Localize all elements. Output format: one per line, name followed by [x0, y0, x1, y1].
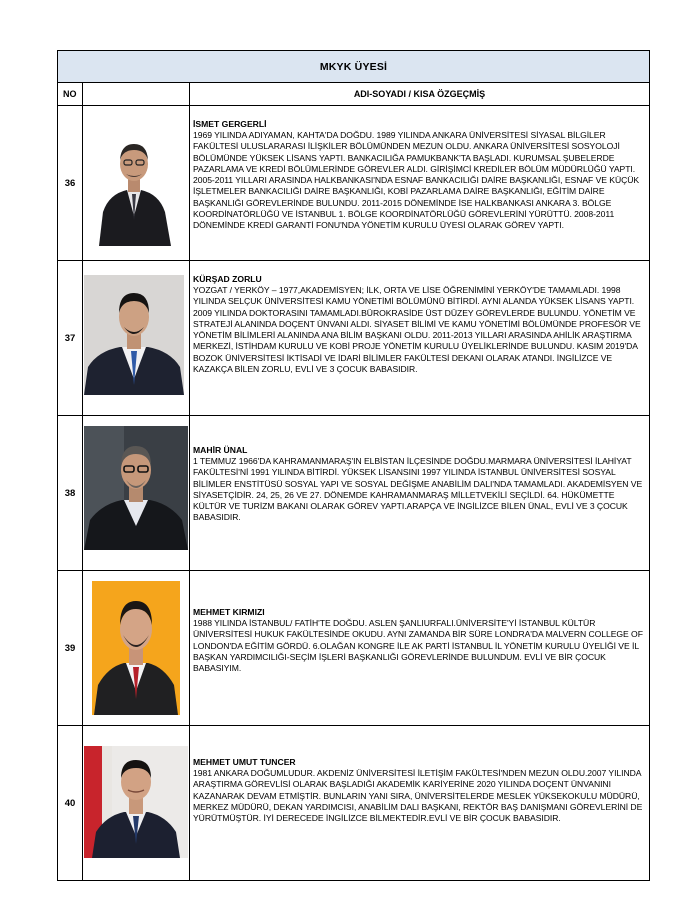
photo-cell: [83, 106, 190, 261]
bio-cell: [190, 261, 650, 416]
table-row: [58, 571, 650, 726]
portrait-graphic: [84, 426, 188, 550]
portrait-graphic: [84, 746, 188, 858]
member-number: 40: [58, 726, 83, 881]
table-row: [58, 106, 650, 261]
member-name: MEHMET UMUT TUNCER: [193, 757, 296, 767]
bio-cell: [190, 726, 650, 881]
photo-cell: [83, 416, 190, 571]
member-bio: 1969 YILINDA ADIYAMAN, KAHTA'DA DOĞDU. 1989 YILINDA ANKARA ÜNİVERSİTESİ SİYASAL BİLGİLER FAKÜLTESİ ULUSLARARASI İLİŞKİLER BÖLÜMÜNDEN MEZUN OLDU. ANKARA ÜNİVERSİTESİ SOSYOLOJİ BÖLÜMÜNDE YÜKSEK LİSANS YAPTI. BANKACILIĞA PAMUKBANK'TA BAŞLADI. KURUMSAL ŞUBELERDE PAZARLAMA VE KREDİ BÖLÜMLERİNDE GÖREVLER ALDI. GİRİŞİMCİ KREDİLER BÖLÜM MÜDÜRLÜĞÜ YAPTI. 2005-2011 YILLARI ARASINDA HALKBANKASI'NDA ESNAF BANKACILIĞI DAİRE BAŞKANLIĞI, ESNAF VE KÜÇÜK İŞLETMELER BANKACILIĞI DAİRE BAŞKANLIĞI, KOBİ PAZARLAMA DAİRE BAŞKANLIĞI, EĞİTİM DAİRE BAŞKANLIĞI GÖREVLERİNDE BULUNDU. 2011-2015 DÖNEMİNDE İSE HALKBANKASI ANKARA 3. BÖLGE KOORDİNATÖRLÜĞÜ VE İSTANBUL 1. BÖLGE KOORDİNATÖRLÜĞÜ GÖREVLERİNİ YÜRÜTTÜ. 2008-2011 DÖNEMİNDE KREDİ GARANTİ FONU'NDA YÖNETİM KURULU ÜYESİ OLARAK GÖREV YAPTI.: [193, 130, 640, 231]
member-number: 37: [58, 261, 83, 416]
member-bio: YOZGAT / YERKÖY – 1977,AKADEMİSYEN; İLK, ORTA VE LİSE ÖĞRENİMİNİ YERKÖY'DE TAMAMLADI. 1998 YILINDA SELÇUK ÜNİVERSİTESİ KAMU YÖNETİMİ BÖLÜMÜNÜ BİTİRDİ. AYNI ALANDA YÜKSEK LİSANS YAPTI. 2009 YILINDA DOKTORASINI TAMAMLADI.BÜROKRASİDE ÜST DÜZEY GÖREVLERDE BULUNDU. YÖNETİM VE STRATEJİ ALANINDA DOÇENT ÜNVANI ALDI. SİYASET BİLİMİ VE KAMU YÖNETİMİ BÖLÜMÜNDE PROFESÖR VE YÖNETİM BİLİMLERİ ALANINDA ANA BİLİM BAŞKANI OLDU. 2011-2013 YILLARI ARASINDA AHİLİK ARAŞTIRMA MERKEZİ, İSTİHDAM KURULU VE KOBİ PROJE YÖNETİM KURULU ÜYELİKLERİNDE BULUNDU. KASIM 2019'DA BOZOK ÜNİVERSİTESİ İKTİSADİ VE İDARİ BİLİMLER FAKÜLTESİ DEKANI OLARAK ATANDI. İNGİLİZCE VE KAZAKÇA BİLEN ZORLU, EVLİ VE 3 ÇOCUK BABASIDIR.: [193, 285, 641, 375]
table-title: MKYK ÜYESİ: [58, 51, 650, 83]
member-name: KÜRŞAD ZORLU: [193, 274, 262, 284]
member-name: MAHİR ÜNAL: [193, 445, 248, 455]
member-name: MEHMET KIRMIZI: [193, 607, 265, 617]
member-table: [57, 50, 650, 881]
portrait-graphic: [93, 120, 175, 246]
member-photo: [92, 581, 180, 715]
table-header-row: [58, 83, 650, 106]
member-number: 36: [58, 106, 83, 261]
column-header-no: NO: [58, 83, 83, 106]
member-photo: [84, 746, 188, 858]
bio-cell: [190, 571, 650, 726]
portrait-graphic: [92, 581, 180, 715]
member-bio: 1988 YILINDA İSTANBUL/ FATİH'TE DOĞDU. ASLEN ŞANLIURFALI.ÜNİVERSİTE'Yİ İSTANBUL KÜLTÜR ÜNİVERSİTESİ HUKUK FAKÜLTESİNDE OKUDU. AYNI ZAMANDA BİR SÜRE LONDRA'DA MALVERN COLLEGE OF LONDON'DA EĞİTİM GÖRDÜ. 6.OLAĞAN KONGRE İLE AK PARTİ İSTANBUL İL YÖNETİM KURULU ÜYELİĞİ VE İL BAŞKAN YARDIMCILIĞI-SEÇİM İŞLERİ BAŞKANLIĞI GÖREVLERİNDE BULUNDUM. EVLİ VE BİR ÇOCUK BABASIYIM.: [193, 618, 643, 674]
photo-cell: [83, 571, 190, 726]
column-header-photo: [83, 83, 190, 106]
member-bio: 1 TEMMUZ 1966'DA KAHRAMANMARAŞ'IN ELBİSTAN İLÇESİNDE DOĞDU.MARMARA ÜNİVERSİTESİ İLAHİYAT FAKÜLTESİ'Nİ 1991 YILINDA BİTİRDİ. YÜKSEK LİSANSINI 1997 YILINDA İSTANBUL ÜNİVERSİTESİ SOSYAL BİLİMLER ENSTİTÜSÜ SOSYAL YAPI VE SOSYAL DEĞİŞME ANABİLİM DALI'NDA TAMAMLADI. AKADEMİSYEN VE SİYASETÇİDİR. 24, 25, 26 VE 27. DÖNEMDE KAHRAMANMARAŞ MİLLETVEKİLİ SEÇİLDİ. 64. HÜKÜMETTE KÜLTÜR VE TURİZM BAKANI OLARAK GÖREV YAPTI.ARAPÇA VE İNGİLİZCE BİLEN ÜNAL, EVLİ VE 3 ÇOCUK BABASIDIR.: [193, 456, 643, 523]
portrait-graphic: [84, 275, 184, 395]
photo-cell: [83, 261, 190, 416]
table-row: [58, 261, 650, 416]
photo-cell: [83, 726, 190, 881]
member-bio: 1981 ANKARA DOĞUMLUDUR. AKDENİZ ÜNİVERSİTESİ İLETİŞİM FAKÜLTESİ'NDEN MEZUN OLDU.2007 YILINDA ARAŞTIRMA GÖREVLİSİ OLARAK BAŞLADIĞI AKADEMİK KARİYERİNE 2020 YILINDA DOÇENT ÜNVANINI KAZANARAK DEVAM ETMİŞTİR. BUNLARIN YANI SIRA, ÜNİVERSİTELERDE MESLEK YÜKSEKOKULU MÜDÜRÜ, MERKEZ MÜDÜRÜ, DEKAN YARDIMCISI, ANABİLİM DALI BAŞKANI, REKTÖR BAŞ DANIŞMANI GÖREVLERİNİ DE YÜRÜTMÜŞTÜR. İYİ DERECEDE İNGİLİZCE BİLMEKTEDİR.EVLİ VE BİR ÇOCUK BABASIDIR.: [193, 768, 643, 824]
member-photo: [84, 275, 184, 395]
member-number: 39: [58, 571, 83, 726]
table-row: [58, 416, 650, 571]
table-title-row: [58, 51, 650, 83]
bio-cell: [190, 416, 650, 571]
bio-cell: [190, 106, 650, 261]
member-photo: [84, 426, 188, 550]
column-header-name-bio: ADI-SOYADI / KISA ÖZGEÇMİŞ: [190, 83, 650, 106]
member-photo: [93, 120, 175, 246]
member-name: İSMET GERGERLİ: [193, 119, 267, 129]
member-number: 38: [58, 416, 83, 571]
table-row: [58, 726, 650, 881]
